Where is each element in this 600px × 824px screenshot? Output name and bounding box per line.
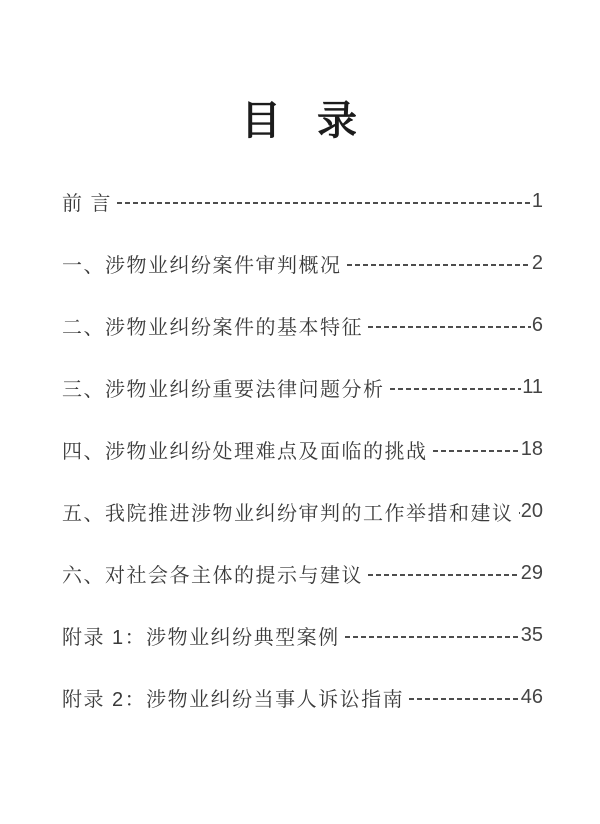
toc-list <box>0 170 600 728</box>
toc-entry <box>62 666 543 728</box>
toc-leader-dashes <box>433 450 520 452</box>
toc-entry <box>62 542 543 604</box>
toc-entry-label: 四、涉物业纠纷处理难点及面临的挑战 <box>62 440 428 463</box>
toc-entry <box>62 170 543 232</box>
toc-leader-dashes <box>345 636 520 638</box>
toc-entry-page: 11 <box>522 375 543 398</box>
toc-entry-page: 6 <box>531 313 543 336</box>
toc-entry <box>62 294 543 356</box>
toc-entry-page: 46 <box>520 685 543 708</box>
toc-leader-dashes <box>347 264 531 266</box>
toc-entry-label: 六、对社会各主体的提示与建议 <box>62 564 363 587</box>
toc-entry-page: 35 <box>520 623 543 646</box>
toc-entry-page: 2 <box>531 251 543 274</box>
toc-entry <box>62 418 543 480</box>
toc-leader-dashes <box>519 512 520 514</box>
page-title: 目 录 <box>241 97 359 144</box>
toc-entry-label: 三、涉物业纠纷重要法律问题分析 <box>62 378 385 401</box>
toc-entry-label: 附录 2：涉物业纠纷当事人诉讼指南 <box>62 688 405 711</box>
toc-leader-dashes <box>409 698 520 700</box>
toc-entry-label: 一、涉物业纠纷案件审判概况 <box>62 254 342 277</box>
toc-entry-label: 五、我院推进涉物业纠纷审判的工作举措和建议 <box>62 502 514 525</box>
toc-entry <box>62 356 543 418</box>
toc-entry-page: 20 <box>520 499 543 522</box>
toc-entry-page: 1 <box>531 189 543 212</box>
toc-entry-label: 二、涉物业纠纷案件的基本特征 <box>62 316 363 339</box>
toc-entry-page: 18 <box>520 437 543 460</box>
toc-entry <box>62 480 543 542</box>
toc-entry <box>62 604 543 666</box>
toc-leader-dashes <box>117 202 531 204</box>
toc-entry-page: 29 <box>520 561 543 584</box>
toc-entry-label: 前 言 <box>62 192 113 215</box>
toc-leader-dashes <box>390 388 522 390</box>
toc-entry <box>62 232 543 294</box>
toc-leader-dashes <box>368 574 520 576</box>
toc-entry-label: 附录 1：涉物业纠纷典型案例 <box>62 626 340 649</box>
toc-leader-dashes <box>368 326 531 328</box>
